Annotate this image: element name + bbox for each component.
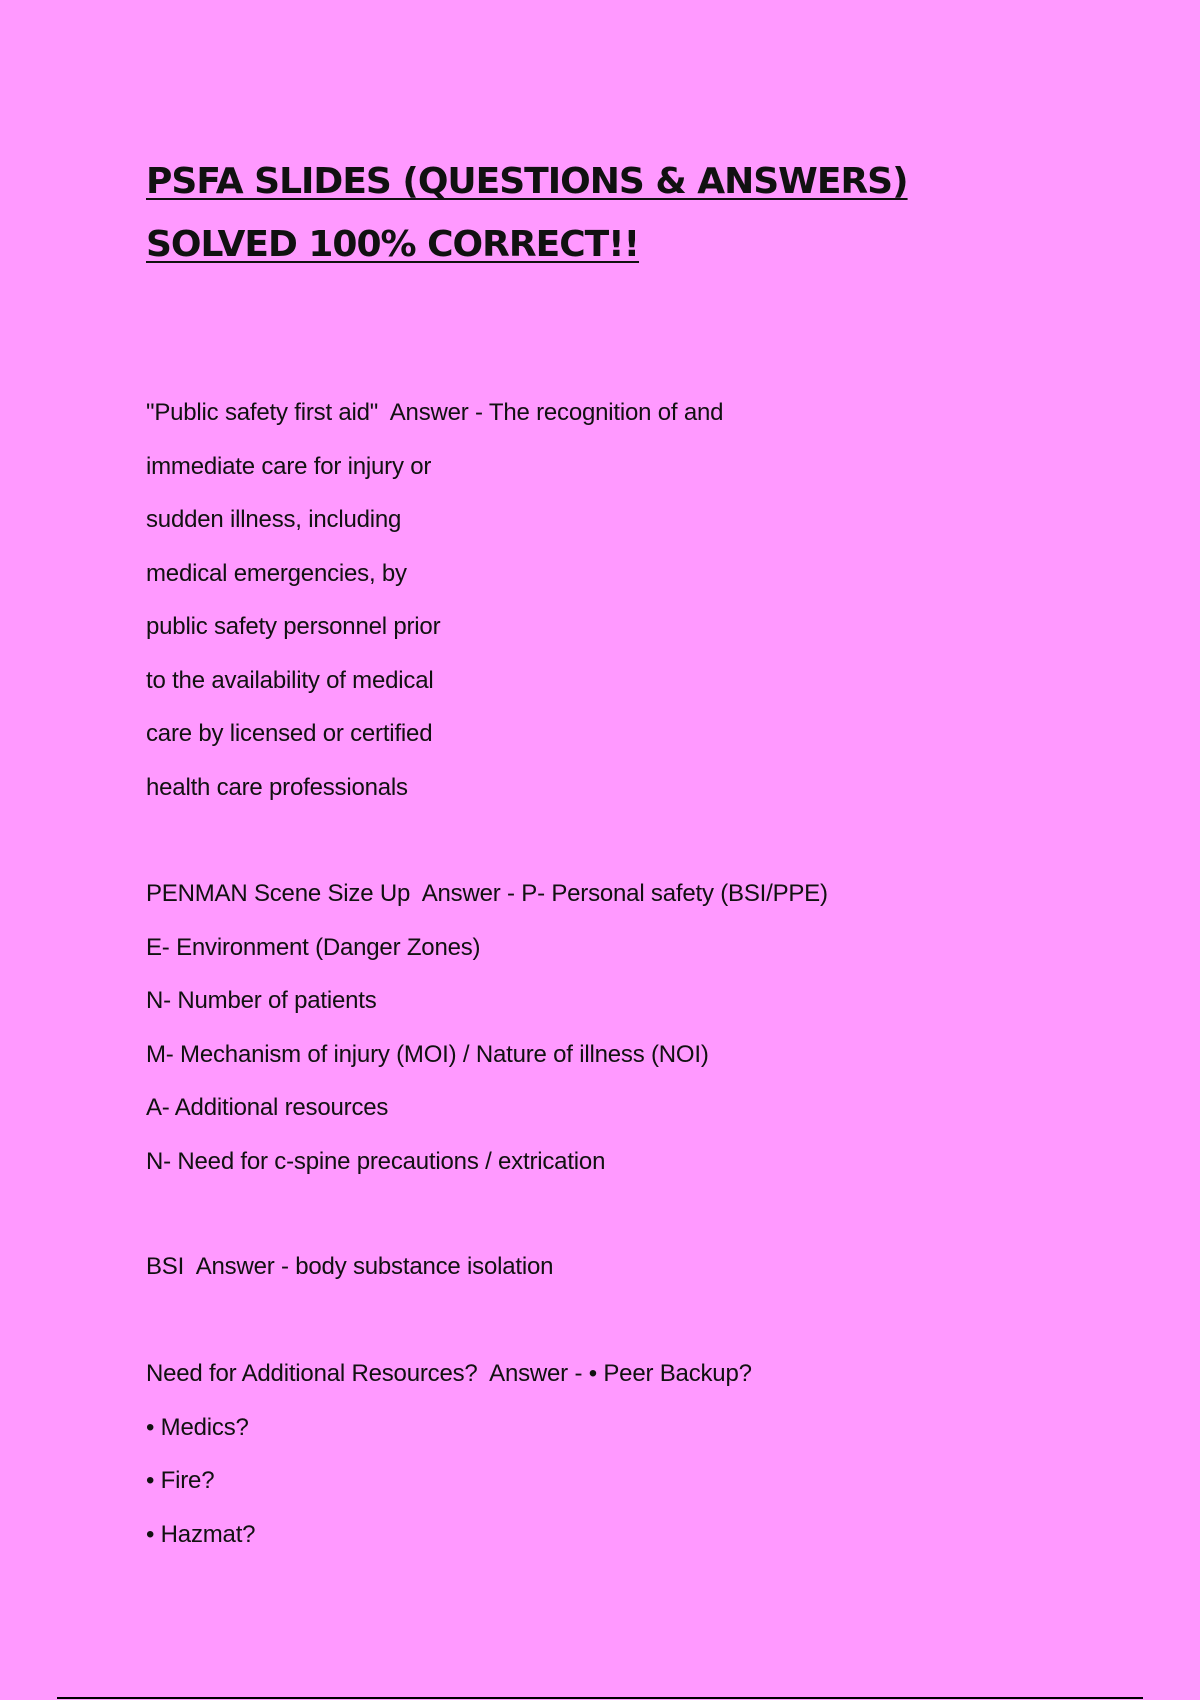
title-line: SOLVED 100% CORRECT!! <box>146 224 640 265</box>
entry-line: immediate care for injury or <box>146 452 432 480</box>
document-title <box>146 150 1146 276</box>
entry-line: N- Need for c-spine precautions / extrication <box>146 1147 606 1175</box>
entry-line: • Hazmat? <box>146 1520 256 1548</box>
entry-line: M- Mechanism of injury (MOI) / Nature of illness (NOI) <box>146 1040 709 1068</box>
entry-line: to the availability of medical <box>146 666 434 694</box>
entry-line: public safety personnel prior <box>146 613 441 640</box>
page-bottom-rule <box>57 1697 1143 1699</box>
entry-line: BSI Answer - body substance isolation <box>146 1253 554 1280</box>
entry-line: medical emergencies, by <box>146 559 407 587</box>
entry-line: N- Number of patients <box>146 987 377 1014</box>
qa-entry-penman <box>146 867 1146 1188</box>
entry-line: PENMAN Scene Size Up Answer - P- Personal safety (BSI/PPE) <box>146 880 828 907</box>
qa-entry-additional-resources <box>146 1347 1146 1561</box>
title-line: PSFA SLIDES (QUESTIONS & ANSWERS) <box>146 161 908 202</box>
entry-line: • Medics? <box>146 1413 249 1441</box>
qa-entry-public-safety-first-aid <box>146 386 1146 814</box>
entry-line: E- Environment (Danger Zones) <box>146 933 481 961</box>
entry-line: A- Additional resources <box>146 1094 389 1121</box>
entry-line: Need for Additional Resources? Answer - • Peer Backup? <box>146 1360 752 1387</box>
entry-line: care by licensed or certified <box>146 720 433 747</box>
entry-line: sudden illness, including <box>146 506 402 533</box>
entry-line: health care professionals <box>146 773 408 801</box>
document-page <box>146 150 1146 276</box>
qa-entry-bsi <box>146 1240 1146 1294</box>
entry-line: "Public safety first aid" Answer - The recognition of and <box>146 399 724 426</box>
entry-line: • Fire? <box>146 1467 215 1494</box>
